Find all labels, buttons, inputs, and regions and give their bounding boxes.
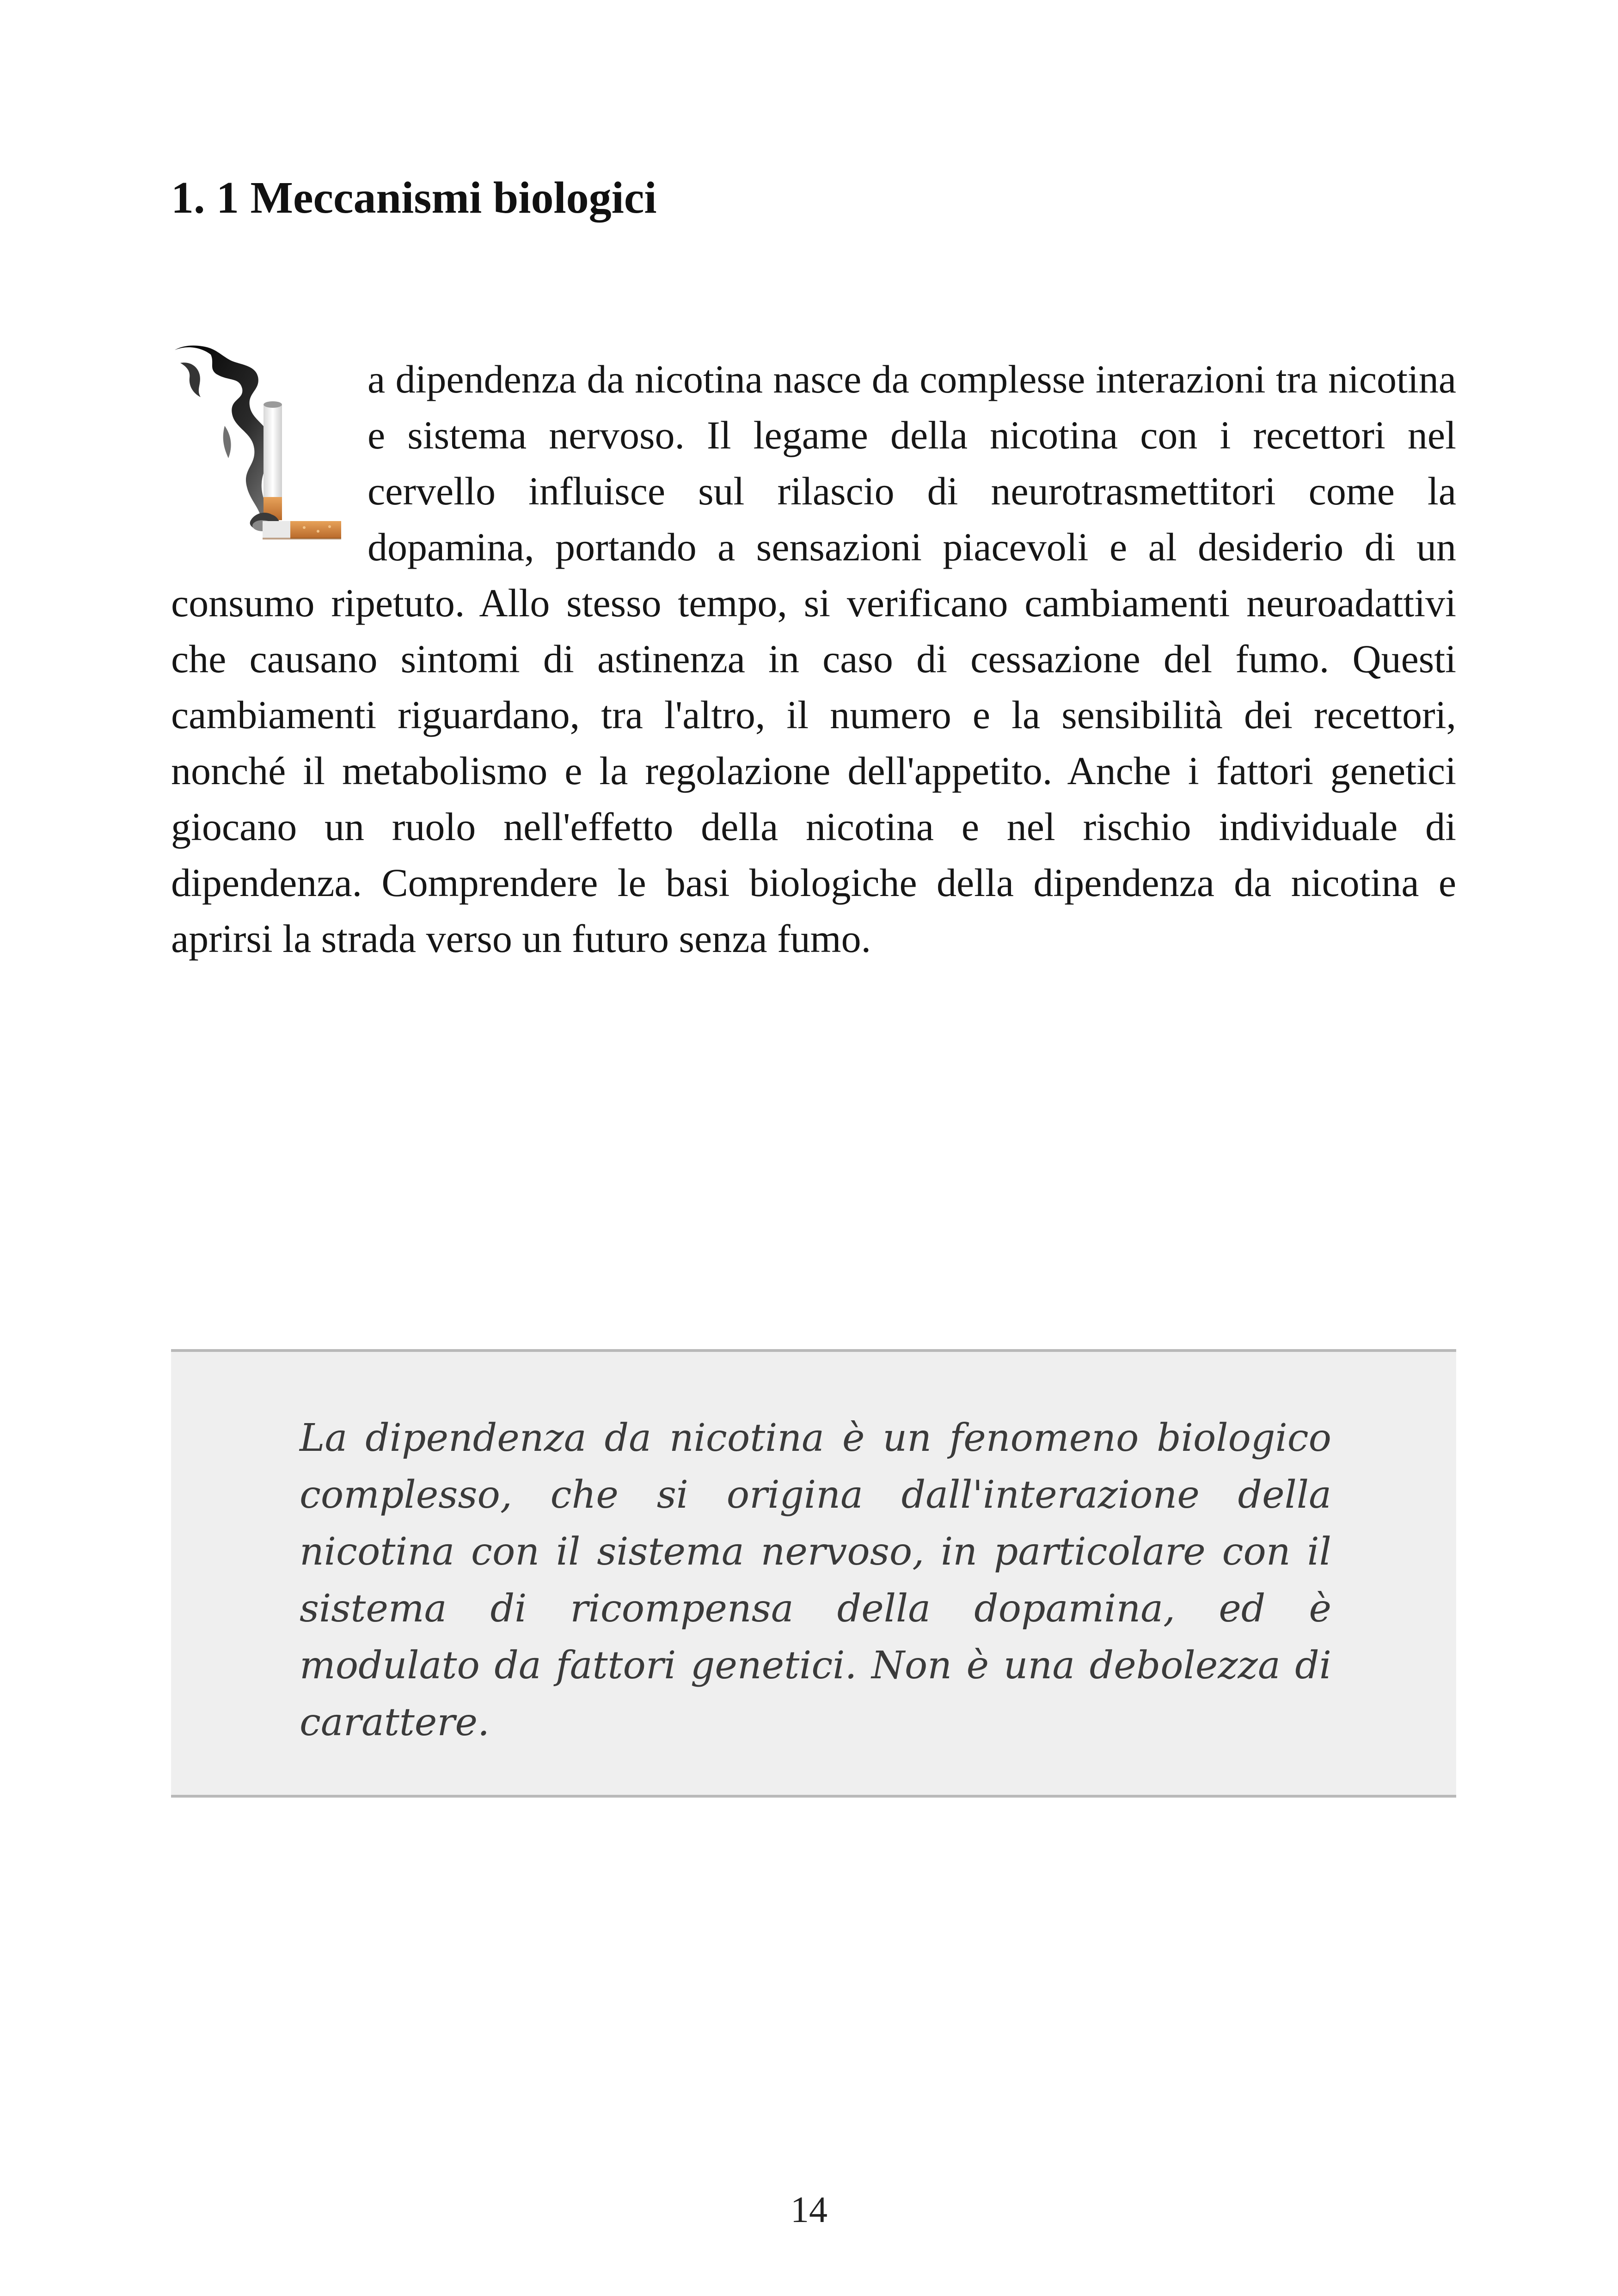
body-paragraph-text: a dipendenza da nicotina nasce da complesse interazioni tra nicotina e sistema nervoso. Il legame della nicotina con i recettori nel cervello influisce sul rilascio di neurotrasmettitori come la dopamina, portando a sensazioni piacevoli e al desiderio di un consumo ripetuto. Allo stesso tempo, si verificano cambiamenti neuroadattivi che causano sintomi di astinenza in caso di cessazione del fumo. Questi cambiamenti riguardano, tra l'altro, il numero e la sensibilità dei recettori, nonché il metabolismo e la regolazione dell'appetito. Anche i fattori genetici giocano un ruolo nell'effetto della nicotina e nel rischio individuale di dipendenza. Comprendere le basi biologiche della dipendenza da nicotina e aprirsi la strada verso un futuro senza fumo.	[171, 357, 1456, 961]
callout-text: La dipendenza da nicotina è un fenomeno biologico complesso, che si origina dall'interazione della nicotina con il sistema nervoso, in particolare con il sistema di ricompensa della dopamina, ed è modulato da fattori genetici. Non è una debolezza di carattere.	[300, 1416, 1331, 1744]
section-title: 1. 1 Meccanismi biologici	[171, 173, 657, 223]
callout-box	[171, 1349, 1456, 1798]
body-paragraph	[171, 351, 1456, 967]
dropcap-spacer	[171, 351, 368, 569]
page-number: 14	[791, 2190, 827, 2230]
